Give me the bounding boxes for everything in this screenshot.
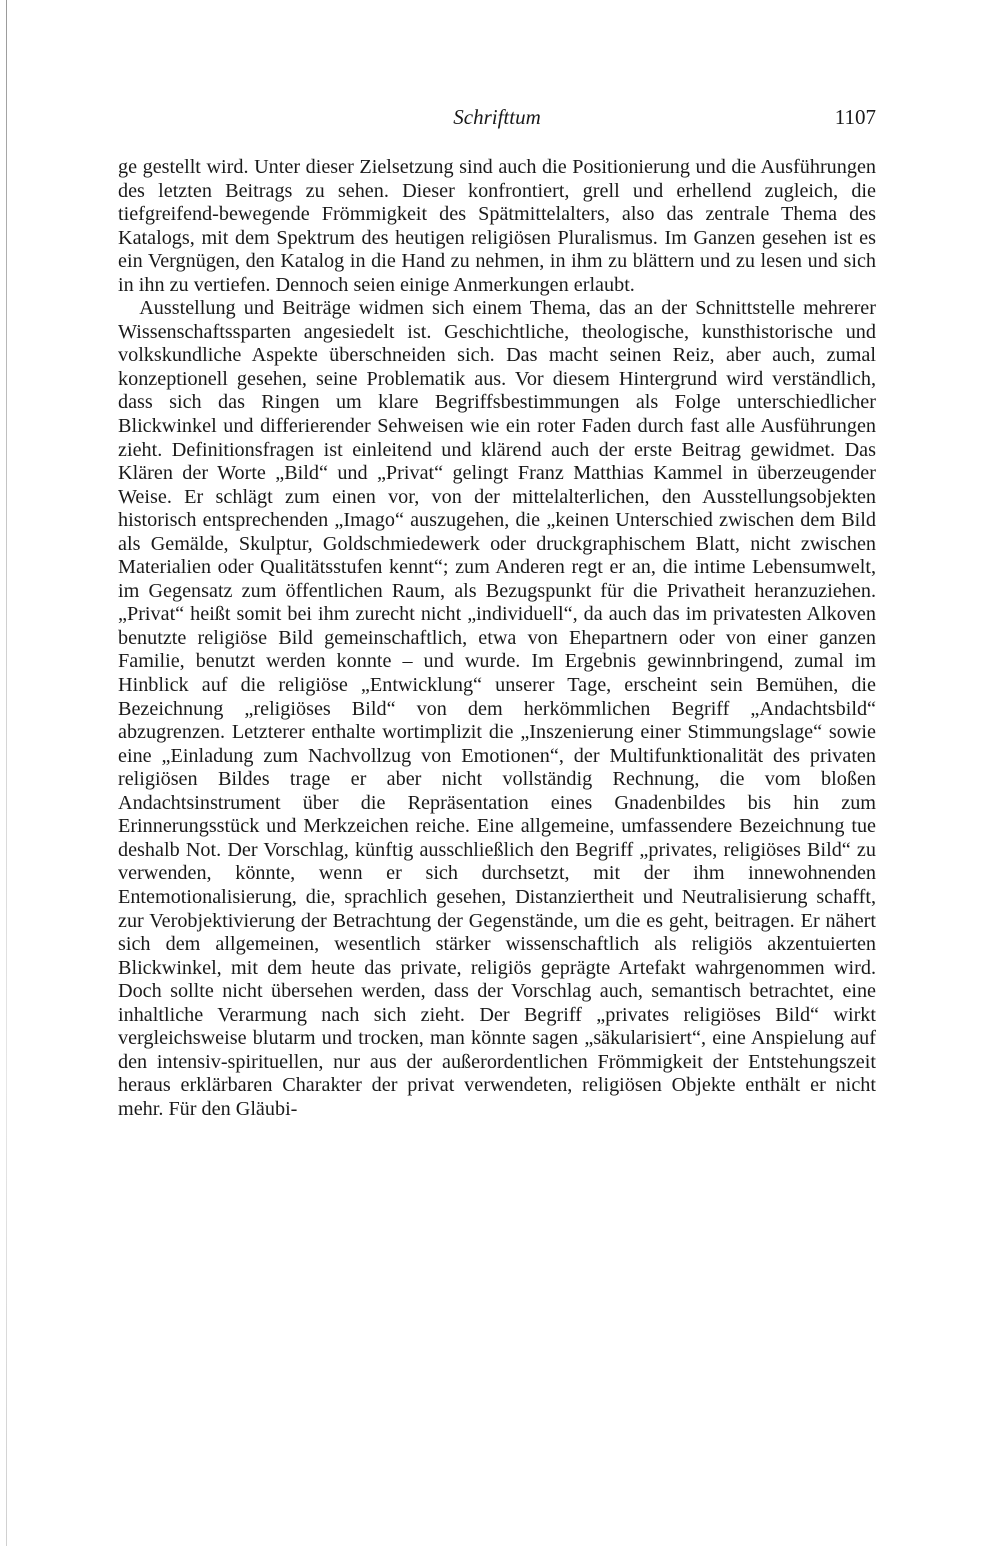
- running-title: Schrifttum: [453, 105, 541, 129]
- running-head: [118, 105, 876, 135]
- paragraph-1: ge gestellt wird. Unter dieser Zielsetzung sind auch die Positionierung und die Ausführungen des letzten Beitrags zu sehen. Dieser konfrontiert, grell und erhellend zugleich, die tiefgreifend-bewegende Frömmigkeit des Spätmittelalters, also das zentrale Thema des Katalogs, mit dem Spektrum des heutigen religiösen Pluralismus. Im Ganzen gesehen ist es ein Vergnügen, den Katalog in die Hand zu nehmen, in ihm zu blättern und zu lesen und sich in ihn zu vertiefen. Dennoch seien einige Anmerkungen erlaubt.: [118, 156, 876, 296]
- page-number: 1107: [834, 105, 876, 129]
- scan-edge-line: [6, 0, 7, 1546]
- body-text: [118, 156, 876, 1121]
- paragraph-2: Ausstellung und Beiträge widmen sich einem Thema, das an der Schnittstelle mehrerer Wissenschaftssparten angesiedelt ist. Geschichtliche, theologische, kunsthistorische und volkskundliche Aspekte überschneiden sich. Das macht seinen Reiz, aber auch, zumal konzeptionell gesehen, seine Problematik aus. Vor diesem Hintergrund wird verständlich, dass sich das Ringen um klare Begriffsbestimmungen als Folge unterschiedlicher Blickwinkel und differierender Sehweisen wie ein roter Faden durch fast alle Ausführungen zieht. Definitionsfragen ist einleitend und klärend auch der erste Beitrag gewidmet. Das Klären der Worte „Bild“ und „Privat“ gelingt Franz Matthias Kammel in überzeugender Weise. Er schlägt zum einen vor, von der mittelalterlichen, den Ausstellungsobjekten historisch entsprechenden „Imago“ auszugehen, die „keinen Unterschied zwischen dem Bild als Gemälde, Skulptur, Goldschmiedewerk oder druckgraphischem Blatt, nicht zwischen Materialien oder Qualitätsstufen kennt“; zum Anderen regt er an, die intime Lebensumwelt, im Gegensatz zum öffentlichen Raum, als Bezugspunkt für die Privatheit heranzuziehen. „Privat“ heißt somit bei ihm zurecht nicht „individuell“, da auch das im privatesten Alkoven benutzte religiöse Bild gemeinschaftlich, etwa von Ehepartnern oder von einer ganzen Familie, benutzt werden konnte – und wurde. Im Ergebnis gewinnbringend, zumal im Hinblick auf die religiöse „Entwicklung“ unserer Tage, erscheint sein Bemühen, die Bezeichnung „religiöses Bild“ von dem herkömmlichen Begriff „Andachtsbild“ abzugrenzen. Letzterer enthalte wortimplizit die „Inszenierung einer Stimmungslage“ sowie eine „Einladung zum Nachvollzug von Emotionen“, der Multifunktionalität des privaten religiösen Bildes trage er aber nicht vollständig Rechnung, die vom bloßen Andachtsinstrument über die Repräsentation eines Gnadenbildes bis hin zum Erinnerungsstück und Merkzeichen reiche. Eine allgemeine, umfassendere Bezeichnung tue deshalb Not. Der Vorschlag, künftig ausschließlich den Begriff „privates, religiöses Bild“ zu verwenden, könnte, wenn er sich durchsetzt, mit der ihm innewohnenden Entemotionalisierung, die, sprachlich gesehen, Distanziertheit und Neutralisierung schafft, zur Verobjektivierung der Betrachtung der Gegenstände, um die es geht, beitragen. Er nähert sich dem allgemeinen, wesentlich stärker wissenschaftlich als religiös akzentuierten Blickwinkel, mit dem heute das private, religiös geprägte Artefakt wahrgenommen wird. Doch sollte nicht übersehen werden, dass der Vorschlag auch, semantisch betrachtet, eine inhaltliche Verarmung nach sich zieht. Der Begriff „privates religiöses Bild“ wirkt vergleichsweise blutarm und trocken, man könnte sagen „säkularisiert“, eine Anspielung auf den intensiv-spirituellen, nur aus der außerordentlichen Frömmigkeit der Entstehungszeit heraus erklärbaren Charakter der privat verwendeten, religiösen Objekte enthält er nicht mehr. Für den Gläubi-: [118, 297, 876, 1120]
